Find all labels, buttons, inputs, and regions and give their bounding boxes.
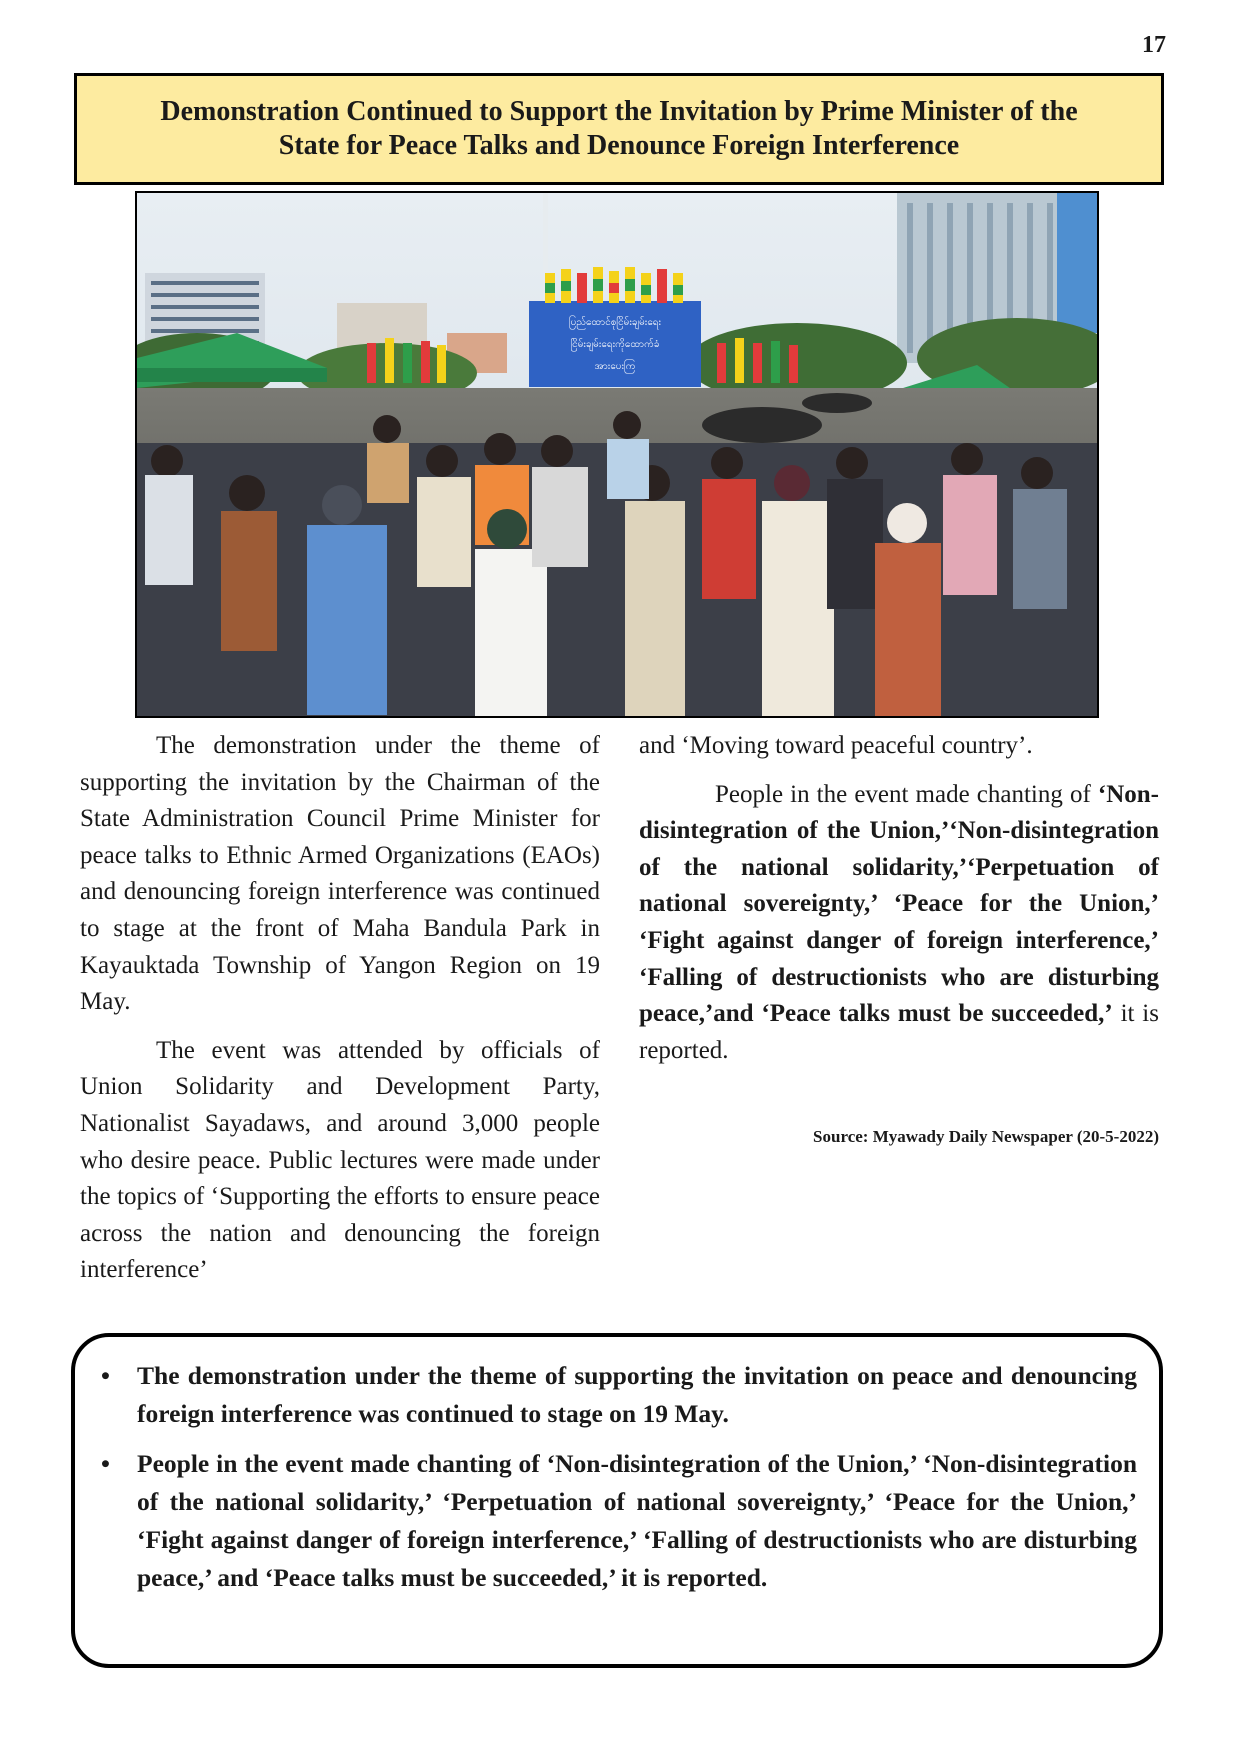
- summary-item-text: The demonstration under the theme of supporting the invitation on peace and denouncing foreign interference was continued to stage on 19 May.: [137, 1361, 1137, 1428]
- bullet-icon: •: [101, 1449, 110, 1478]
- article-paragraph-4: [639, 777, 1159, 1070]
- title-box: [74, 73, 1164, 185]
- banner-text-1: ပြည်ထောင်စုငြိမ်းချမ်းရေး: [568, 317, 662, 328]
- article-paragraph-2: The event was attended by officials of Union Solidarity and Development Party, Nationalist Sayadaws, and around 3,000 people who desire peace. Public lectures were made under the topics of ‘Supporting the efforts to ensure peace across the nation and denouncing the foreign interference’: [80, 1036, 600, 1284]
- title-line-1: Demonstration Continued to Support the Invitation by Prime Minister of the: [160, 96, 1078, 127]
- summary-item-text: People in the event made chanting of ‘Non-disintegration of the Union,’ ‘Non-disintegration of the national solidarity,’ ‘Perpetuation of national sovereignty,’ ‘Peace for the Union,’ ‘Fight against danger of foreign interference,’ ‘Falling of destructionists who are disturbing peace,’ and ‘Peace talks must be succeeded,’ it is reported.: [137, 1449, 1137, 1592]
- article-paragraph-1: The demonstration under the theme of supporting the invitation by the Chairman of the State Administration Council Prime Minister for peace talks to Ethnic Armed Organizations (EAOs) and denouncing foreign interference was continued to stage at the front of Maha Bandula Park in Kayauktada Township of Yangon Region on 19 May.: [80, 732, 600, 1016]
- summary-item: [95, 1445, 1137, 1597]
- title-line-2: State for Peace Talks and Denounce Foreign Interference: [278, 130, 960, 161]
- banner-text-3: အားပေးကြ: [594, 361, 636, 372]
- banner-text-2: ငြိမ်းချမ်းရေးကိုထောက်ခံ: [570, 339, 660, 350]
- bullet-icon: •: [101, 1361, 110, 1390]
- summary-list: [95, 1357, 1137, 1597]
- summary-box: [71, 1333, 1163, 1668]
- chant-list: ‘Non-disintegration of the Union,’‘Non-disintegration of the national solidarity,’‘Perpetuation of national sovereignty,’ ‘Peace for the Union,’ ‘Fight against danger of foreign interference,’ ‘Falling of destructionists who are disturbing peace,’and ‘Peace talks must be succeeded,’: [639, 780, 1159, 1028]
- page-number: 17: [1142, 32, 1166, 58]
- article-right-column: [639, 728, 1159, 1156]
- article-left-column: [80, 728, 600, 1301]
- demonstration-photo: [135, 191, 1099, 718]
- summary-item: [95, 1357, 1137, 1433]
- article-paragraph-3: and ‘Moving toward peaceful country’.: [639, 732, 1033, 759]
- chant-lead: People in the event made chanting of: [715, 780, 1098, 808]
- source-citation: Source: Myawady Daily Newspaper (20-5-2022): [813, 1127, 1159, 1147]
- chant-tail: it is reported.: [639, 1000, 1159, 1064]
- page-title: [160, 95, 1077, 163]
